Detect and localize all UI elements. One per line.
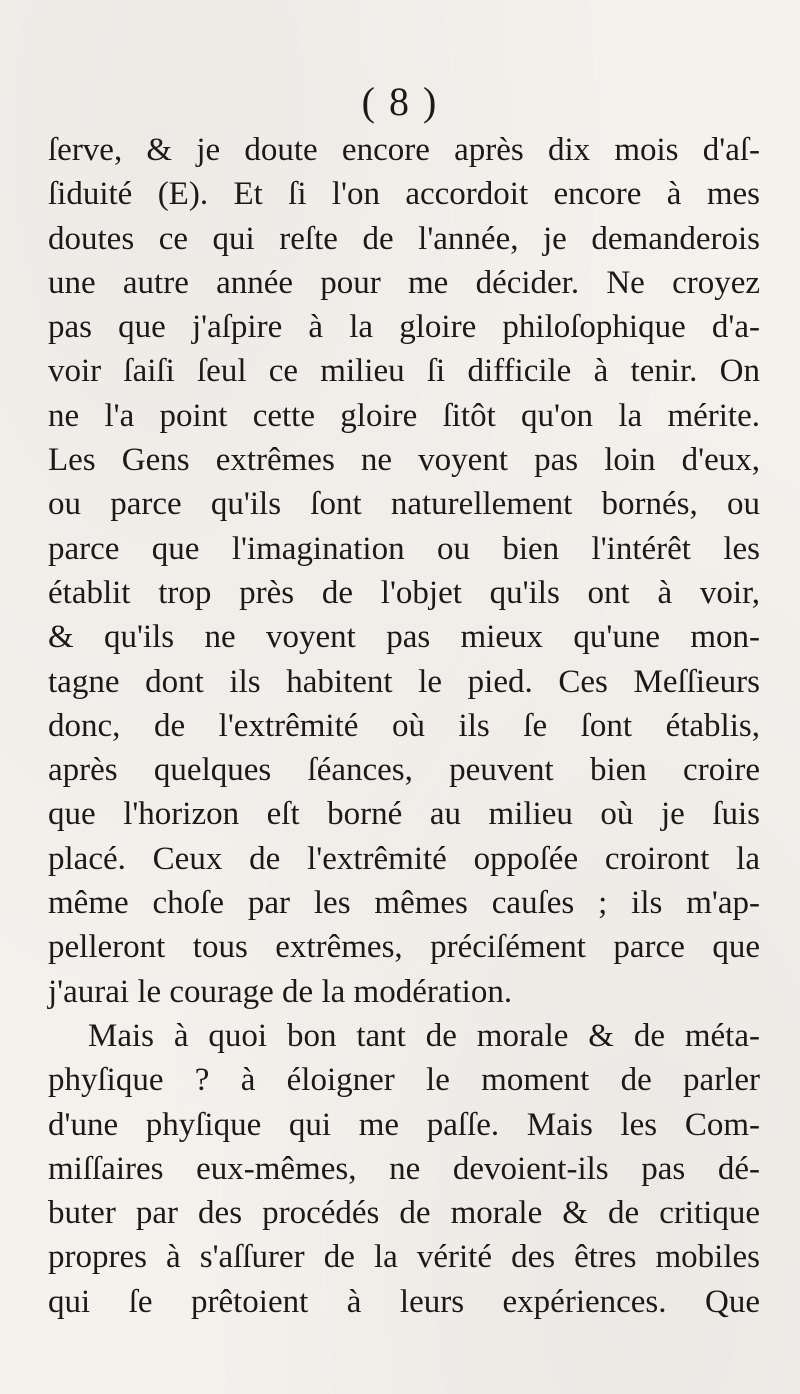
text-line: placé. Ceux de l'extrêmité oppoſée croiront la — [48, 840, 760, 877]
text-line: qui ſe prêtoient à leurs expériences. Que — [48, 1283, 760, 1320]
paragraph-1 — [48, 128, 760, 1014]
text-line: & qu'ils ne voyent pas mieux qu'une mon- — [48, 619, 760, 656]
text-line: ſiduité (E). Et ſi l'on accordoit encore à mes — [48, 176, 760, 213]
text-line: d'une phyſique qui me paſſe. Mais les Com- — [48, 1106, 760, 1143]
text-line: ou parce qu'ils ſont naturellement bornés, ou — [48, 486, 760, 523]
text-line: même choſe par les mêmes cauſes ; ils m'ap- — [48, 885, 760, 922]
text-line: miſſaires eux-mêmes, ne devoient-ils pas dé- — [48, 1150, 760, 1187]
text-line: établit trop près de l'objet qu'ils ont à voir, — [48, 574, 760, 611]
text-line: pas que j'aſpire à la gloire philoſophique d'a- — [48, 309, 760, 346]
text-line: Mais à quoi bon tant de morale & de méta- — [88, 1017, 760, 1054]
text-line: après quelques ſéances, peuvent bien croire — [48, 752, 760, 789]
text-line: doutes ce qui reſte de l'année, je demanderois — [48, 220, 760, 257]
text-line: une autre année pour me décider. Ne croyez — [48, 264, 760, 301]
text-line: donc, de l'extrêmité où ils ſe ſont établis, — [48, 707, 760, 744]
page-number: ( 8 ) — [361, 79, 439, 124]
text-line: phyſique ? à éloigner le moment de parler — [48, 1062, 760, 1099]
text-line: ſerve, & je doute encore après dix mois d'aſ- — [48, 132, 760, 168]
text-line: ne l'a point cette gloire ſitôt qu'on la mérite. — [48, 397, 760, 434]
text-line: voir ſaiſi ſeul ce milieu ſi difficile à tenir. On — [48, 353, 760, 390]
text-line: pelleront tous extrêmes, préciſément parce que — [48, 929, 760, 966]
text-line: parce que l'imagination ou bien l'intérêt les — [48, 530, 760, 567]
paragraph-2 — [48, 1014, 760, 1324]
text-line: tagne dont ils habitent le pied. Ces Meſſieurs — [48, 663, 760, 700]
text-line: Les Gens extrêmes ne voyent pas loin d'eux, — [48, 442, 760, 479]
text-line: que l'horizon eſt borné au milieu où je ſuis — [48, 796, 760, 833]
body-text — [48, 128, 760, 1324]
text-line: propres à s'aſſurer de la vérité des êtres mobiles — [48, 1239, 760, 1276]
text-line: buter par des procédés de morale & de critique — [48, 1195, 760, 1232]
text-line: j'aurai le courage de la modération. — [48, 973, 513, 1010]
